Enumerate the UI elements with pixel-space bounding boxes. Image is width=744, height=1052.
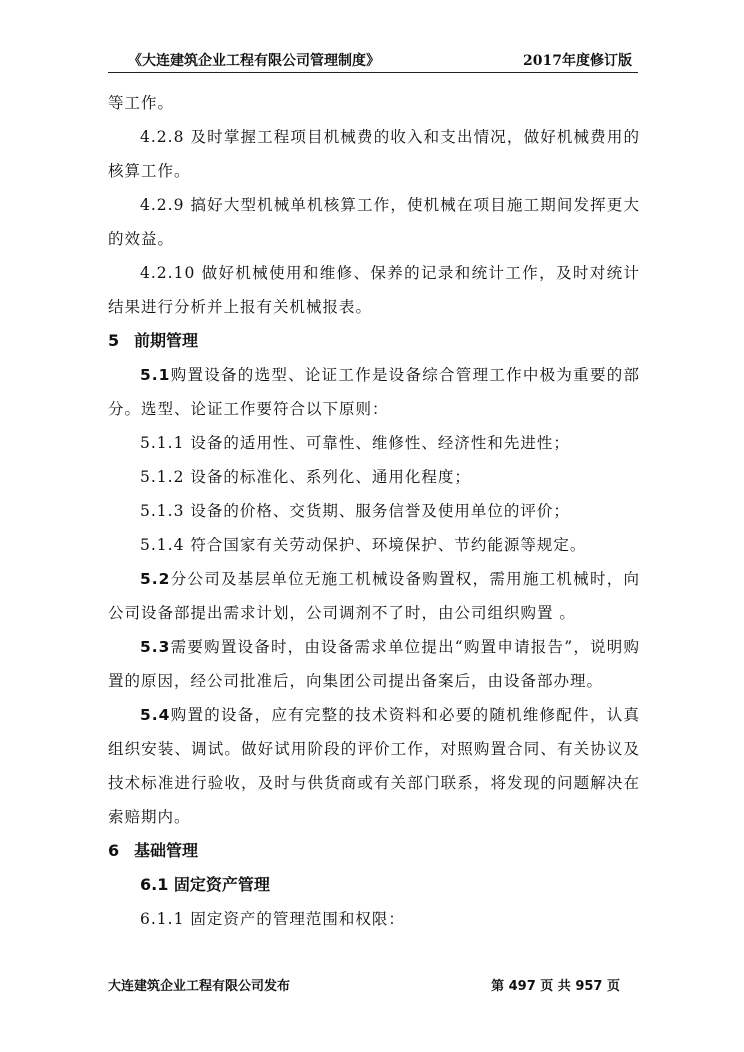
- clause-number: 5.4: [140, 706, 171, 724]
- paragraph-5-1-4: 5.1.4 符合国家有关劳动保护、环境保护、节约能源等规定。: [140, 536, 587, 554]
- clause-text: 购置设备的选型、论证工作是设备综合管理工作中极为重要的部分。选型、论证工作要符合以下原则：: [108, 366, 640, 418]
- clause-text: 分公司及基层单位无施工机械设备购置权，需用施工机械时，向公司设备部提出需求计划，公司调剂不了时，由公司组织购置 。: [108, 570, 640, 622]
- paragraph-4-2-8: 4.2.8 及时掌握工程项目机械费的收入和支出情况，做好机械费用的核算工作。: [108, 128, 640, 180]
- section-number: 6: [108, 841, 120, 860]
- page-footer: [108, 975, 638, 995]
- section-title: 前期管理: [134, 331, 199, 350]
- paragraph-continuation: 等工作。: [108, 94, 175, 112]
- paragraph-4-2-9: 4.2.9 搞好大型机械单机核算工作，使机械在项目施工期间发挥更大的效益。: [108, 196, 640, 248]
- section-title: 基础管理: [134, 841, 199, 860]
- document-title: 《大连建筑企业工程有限公司管理制度》: [128, 53, 380, 69]
- page-content: [108, 86, 640, 936]
- clause-number: 5.2: [140, 570, 171, 588]
- section-number: 5: [108, 331, 120, 350]
- paragraph-5-4: [108, 698, 640, 834]
- clause-number: 5.1: [140, 366, 171, 384]
- section-heading-5: [108, 324, 640, 358]
- page-number: 第 497 页 共 957 页: [491, 979, 620, 994]
- document-version: 2017年度修订版: [523, 53, 632, 69]
- page-header: [108, 48, 638, 73]
- section-heading-6: [108, 834, 640, 868]
- publisher: 大连建筑企业工程有限公司发布: [108, 979, 291, 994]
- clause-text: 购置的设备，应有完整的技术资料和必要的随机维修配件，认真组织安装、调试。做好试用阶段的评价工作，对照购置合同、有关协议及技术标准进行验收，及时与供货商或有关部门联系，将发现的问题解决在索赔期内。: [108, 706, 640, 826]
- paragraph-5-1-1: 5.1.1 设备的适用性、可靠性、维修性、经济性和先进性；: [140, 434, 570, 452]
- clause-number: 5.3: [140, 638, 171, 656]
- paragraph-5-2: [108, 562, 640, 630]
- subsection-heading-6-1: 6.1 固定资产管理: [140, 875, 270, 894]
- paragraph-5-3: [108, 630, 640, 698]
- paragraph-4-2-10: 4.2.10 做好机械使用和维修、保养的记录和统计工作，及时对统计结果进行分析并上报有关机械报表。: [108, 264, 640, 316]
- paragraph-6-1-1: 6.1.1 固定资产的管理范围和权限：: [140, 910, 405, 928]
- clause-text: 需要购置设备时，由设备需求单位提出“购置申请报告”，说明购置的原因，经公司批准后，向集团公司提出备案后，由设备部办理。: [108, 638, 640, 690]
- paragraph-5-1-2: 5.1.2 设备的标准化、系列化、通用化程度；: [140, 468, 471, 486]
- paragraph-5-1-3: 5.1.3 设备的价格、交货期、服务信誉及使用单位的评价；: [140, 502, 570, 520]
- paragraph-5-1: [108, 358, 640, 426]
